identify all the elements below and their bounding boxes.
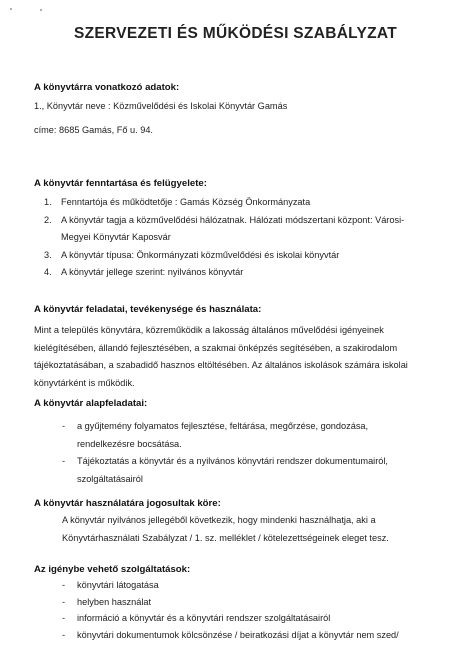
list-item: [44, 194, 404, 212]
section-heading-library-data: A könyvtárra vonatkozó adatok:: [34, 82, 180, 93]
tasks-paragraph: [34, 322, 408, 392]
dash-bullet: -: [62, 629, 66, 640]
list-item-text: A könyvtár típusa: Önkormányzati közművelődési és iskolai könyvtár: [61, 249, 340, 260]
maintenance-list: [44, 194, 404, 282]
paragraph-line: A könyvtár nyilvános jellegéből következik, hogy mindenki használhatja, aki a: [62, 515, 376, 525]
list-item-text-continued: szolgáltatásairól: [77, 473, 143, 484]
list-item-text: A könyvtár tagja a közművelődési hálózatnak. Hálózati módszertani központ: Városi-: [61, 214, 405, 225]
services-list: [62, 577, 399, 643]
list-item-text: Tájékoztatás a könyvtár és a nyilvános könyvtári rendszer dokumentumairól,: [77, 456, 388, 466]
library-name-line: 1., Könyvtár neve : Közművelődési és Iskolai Könyvtár Gamás: [34, 101, 288, 111]
scan-speck: [40, 9, 42, 11]
list-item: [62, 577, 399, 594]
list-item-text: könyvtári látogatása: [77, 580, 159, 590]
section-heading-eligible-users: A könyvtár használatára jogosultak köre:: [34, 498, 221, 509]
section-heading-maintenance: A könyvtár fenntartása és felügyelete:: [34, 178, 207, 189]
list-item-text-continued: rendelkezésre bocsátása.: [77, 438, 182, 449]
core-tasks-list: [62, 418, 388, 488]
list-item: [44, 264, 404, 282]
list-item: [62, 610, 399, 627]
section-heading-core-tasks: A könyvtár alapfeladatai:: [34, 398, 148, 409]
list-item-number: 4.: [44, 267, 52, 277]
section-heading-tasks: A könyvtár feladatai, tevékenysége és használata:: [34, 304, 262, 315]
paragraph-line: Könyvtárhasználati Szabályzat / 1. sz. melléklet / kötelezettségeinek eleget tesz.: [62, 532, 389, 543]
dash-bullet: -: [62, 596, 66, 607]
list-item-text-continued: Megyei Könyvtár Kaposvár: [61, 232, 171, 242]
dash-bullet: -: [62, 580, 66, 590]
list-item: [62, 453, 388, 488]
eligible-users-paragraph: [62, 512, 389, 547]
list-item-text: helyben használat: [77, 596, 152, 607]
paragraph-line: kielégítésében, állandó fejlesztésében, a szakmai önképzés segítésében, a szakirodalom: [34, 342, 398, 353]
dash-bullet: -: [62, 421, 66, 431]
dash-bullet: -: [62, 456, 66, 466]
list-item-text: A könyvtár jellege szerint: nyilvános könyvtár: [61, 267, 244, 277]
list-item-text: könyvtári dokumentumok kölcsönzése / beiratkozási díjat a könyvtár nem szed/: [77, 629, 399, 640]
list-item-number: 1.: [44, 197, 52, 207]
section-heading-services: Az igénybe vehető szolgáltatások:: [34, 564, 191, 575]
list-item: [62, 418, 388, 453]
list-item: [62, 594, 399, 611]
paragraph-line: tájékoztatásában, a szabadidő hasznos eltöltésében. Az általános iskolások számára iskolai: [34, 360, 408, 370]
dash-bullet: -: [62, 613, 66, 623]
list-item: [62, 627, 399, 644]
list-item-text: információ a könyvtár és a könyvtári rendszer szolgáltatásairól: [77, 613, 331, 623]
list-item-number: 2.: [44, 214, 52, 225]
list-item: [44, 212, 404, 247]
paragraph-line: könyvtárként is működik.: [34, 377, 135, 388]
library-address-line: címe: 8685 Gamás, Fő u. 94.: [34, 125, 153, 135]
list-item: [44, 247, 404, 265]
paragraph-line: Mint a település könyvtára, közreműködik a lakosság általános művelődési igényeinek: [34, 325, 384, 335]
list-item-number: 3.: [44, 249, 52, 260]
scan-speck: [10, 8, 12, 10]
document-title: SZERVEZETI ÉS MŰKÖDÉSI SZABÁLYZAT: [73, 25, 398, 42]
list-item-text: Fenntartója és működtetője : Gamás Község Önkormányzata: [61, 197, 311, 207]
list-item-text: a gyűjtemény folyamatos fejlesztése, feltárása, megőrzése, gondozása,: [77, 421, 369, 431]
